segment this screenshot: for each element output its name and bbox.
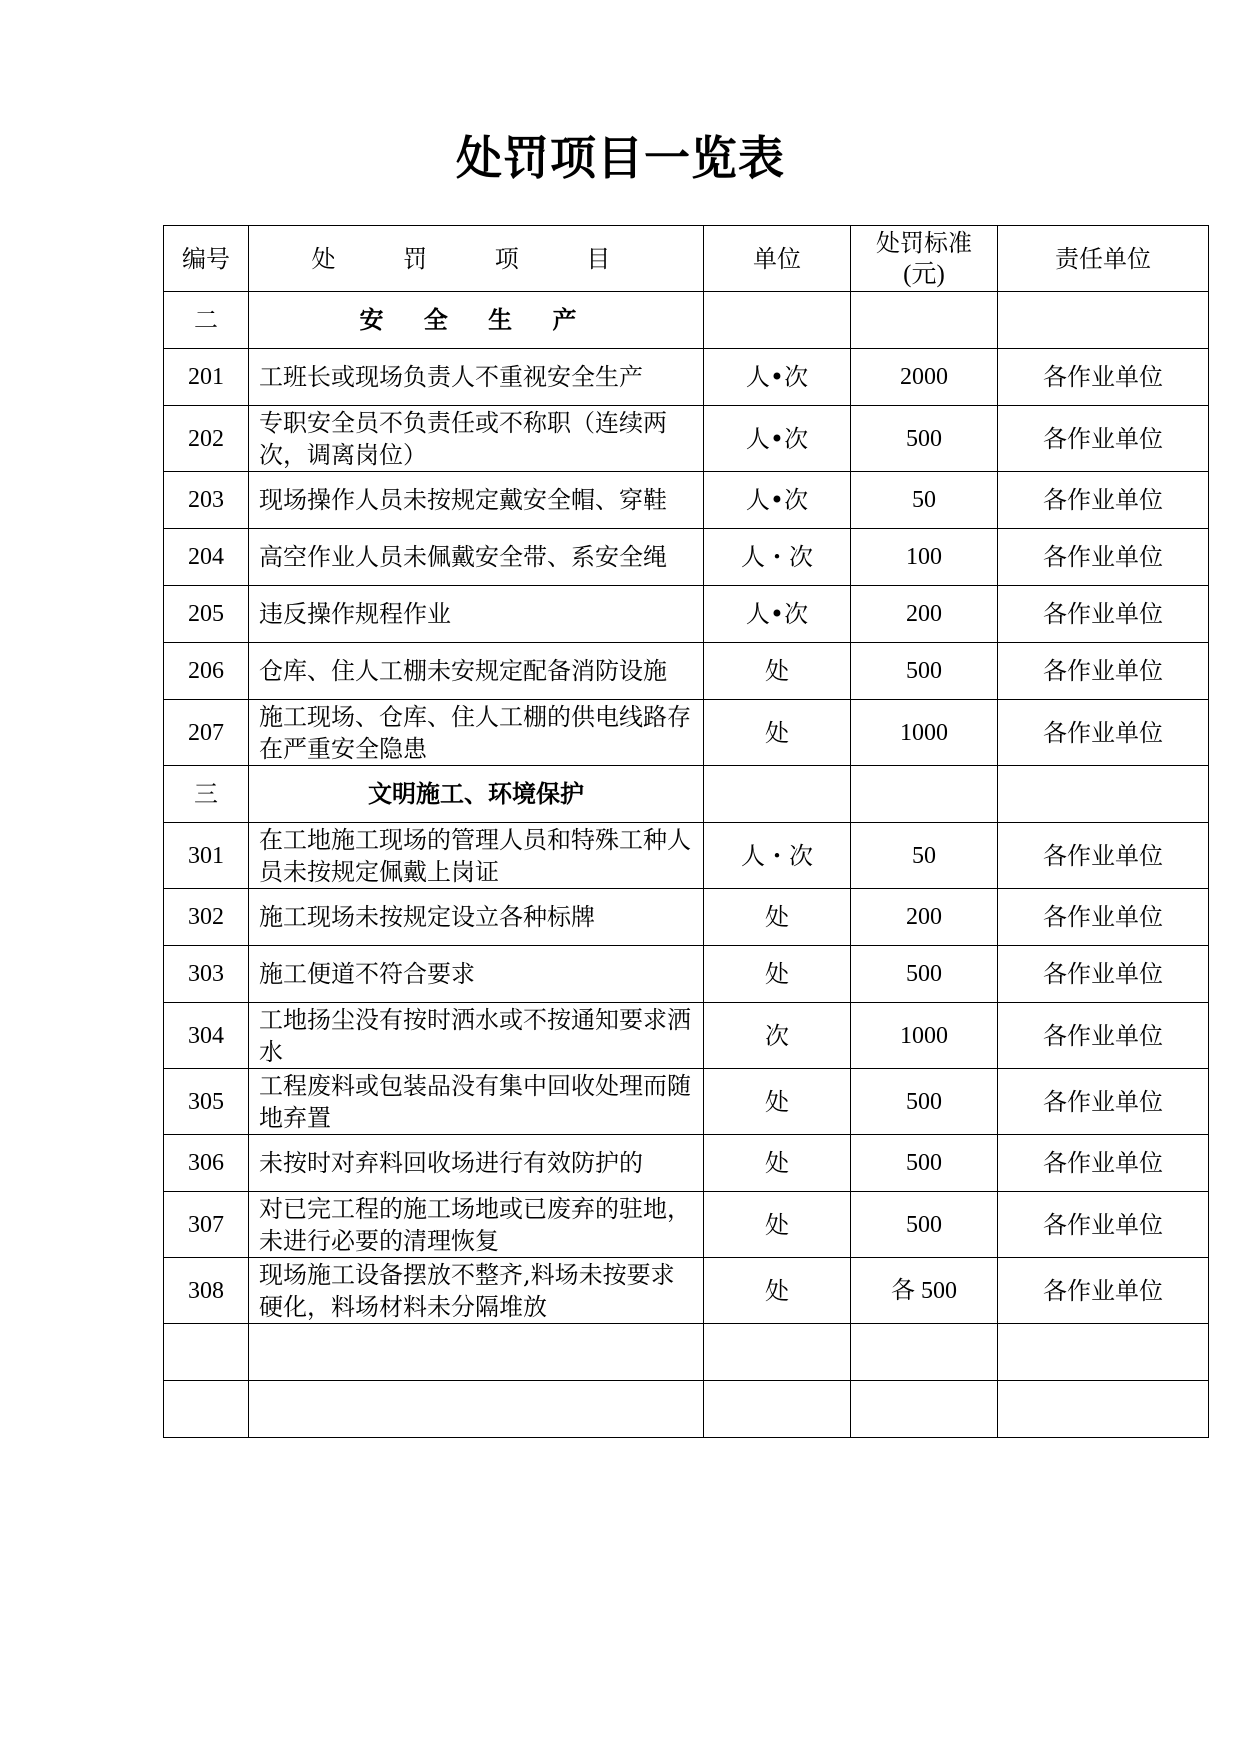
row-standard: 200: [851, 586, 998, 643]
row-standard: 200: [851, 889, 998, 946]
empty-cell: [704, 292, 851, 349]
table-row: [164, 889, 1209, 946]
table-row: [164, 700, 1209, 766]
row-standard: 2000: [851, 349, 998, 406]
row-responsible: 各作业单位: [998, 1135, 1209, 1192]
row-standard: 500: [851, 1069, 998, 1135]
row-number: 202: [164, 406, 249, 472]
penalty-table: [163, 225, 1209, 1438]
row-item: 现场操作人员未按规定戴安全帽、穿鞋: [249, 472, 704, 529]
row-unit: 人•次: [704, 406, 851, 472]
row-standard: 500: [851, 946, 998, 1003]
section-row-safety: [164, 292, 1209, 349]
row-unit: 人•次: [704, 349, 851, 406]
page-title: 处罚项目一览表: [456, 131, 785, 185]
table-row: [164, 1003, 1209, 1069]
empty-cell: [998, 292, 1209, 349]
row-unit: 人・次: [704, 823, 851, 889]
row-number: 308: [164, 1258, 249, 1324]
row-standard: 各 500: [851, 1258, 998, 1324]
empty-cell: [851, 1381, 998, 1438]
table-row: [164, 586, 1209, 643]
empty-cell: [998, 1324, 1209, 1381]
empty-cell: [998, 766, 1209, 823]
row-item: 高空作业人员未佩戴安全带、系安全绳: [249, 529, 704, 586]
empty-cell: [851, 1324, 998, 1381]
row-standard: 500: [851, 1192, 998, 1258]
row-item: 施工现场、仓库、住人工棚的供电线路存在严重安全隐患: [249, 700, 704, 766]
row-standard: 500: [851, 643, 998, 700]
row-unit: 人•次: [704, 472, 851, 529]
row-responsible: 各作业单位: [998, 700, 1209, 766]
row-unit: 人•次: [704, 586, 851, 643]
row-item: 施工便道不符合要求: [249, 946, 704, 1003]
row-number: 303: [164, 946, 249, 1003]
row-standard: 50: [851, 823, 998, 889]
row-number: 201: [164, 349, 249, 406]
row-responsible: 各作业单位: [998, 889, 1209, 946]
row-number: 307: [164, 1192, 249, 1258]
empty-cell: [998, 1381, 1209, 1438]
row-unit: 处: [704, 1192, 851, 1258]
row-unit: 处: [704, 643, 851, 700]
header-unit: 单位: [704, 226, 851, 292]
empty-cell: [704, 1324, 851, 1381]
row-number: 306: [164, 1135, 249, 1192]
table-row: [164, 1192, 1209, 1258]
row-responsible: 各作业单位: [998, 1192, 1209, 1258]
row-standard: 500: [851, 406, 998, 472]
row-standard: 100: [851, 529, 998, 586]
section-title: 安 全 生 产: [249, 292, 704, 349]
section-title: 文明施工、环境保护: [249, 766, 704, 823]
row-responsible: 各作业单位: [998, 946, 1209, 1003]
row-responsible: 各作业单位: [998, 529, 1209, 586]
row-item: 在工地施工现场的管理人员和特殊工种人员未按规定佩戴上岗证: [249, 823, 704, 889]
row-unit: 处: [704, 1069, 851, 1135]
row-responsible: 各作业单位: [998, 1069, 1209, 1135]
row-unit: 处: [704, 946, 851, 1003]
table-row: [164, 946, 1209, 1003]
row-responsible: 各作业单位: [998, 1258, 1209, 1324]
row-unit: 处: [704, 1258, 851, 1324]
row-responsible: 各作业单位: [998, 406, 1209, 472]
row-responsible: 各作业单位: [998, 586, 1209, 643]
row-standard: 1000: [851, 1003, 998, 1069]
empty-cell: [164, 1381, 249, 1438]
row-number: 203: [164, 472, 249, 529]
empty-cell: [249, 1381, 704, 1438]
table-row: [164, 406, 1209, 472]
section-number: 三: [164, 766, 249, 823]
table-row: [164, 823, 1209, 889]
row-item: 专职安全员不负责任或不称职（连续两次，调离岗位）: [249, 406, 704, 472]
row-responsible: 各作业单位: [998, 472, 1209, 529]
row-number: 301: [164, 823, 249, 889]
row-item: 未按时对弃料回收场进行有效防护的: [249, 1135, 704, 1192]
section-row-civil: [164, 766, 1209, 823]
row-item: 施工现场未按规定设立各种标牌: [249, 889, 704, 946]
header-standard-line2: (元): [903, 260, 945, 288]
header-number: 编号: [164, 226, 249, 292]
row-number: 302: [164, 889, 249, 946]
row-number: 207: [164, 700, 249, 766]
row-unit: 处: [704, 1135, 851, 1192]
row-unit: 人・次: [704, 529, 851, 586]
row-number: 304: [164, 1003, 249, 1069]
row-unit: 处: [704, 700, 851, 766]
section-number: 二: [164, 292, 249, 349]
row-unit: 次: [704, 1003, 851, 1069]
row-unit: 处: [704, 889, 851, 946]
row-number: 205: [164, 586, 249, 643]
row-responsible: 各作业单位: [998, 1003, 1209, 1069]
row-responsible: 各作业单位: [998, 349, 1209, 406]
row-responsible: 各作业单位: [998, 823, 1209, 889]
empty-row: [164, 1324, 1209, 1381]
table-row: [164, 529, 1209, 586]
table-row: [164, 349, 1209, 406]
table-row: [164, 1135, 1209, 1192]
empty-cell: [851, 292, 998, 349]
row-item: 违反操作规程作业: [249, 586, 704, 643]
row-number: 204: [164, 529, 249, 586]
row-item: 工班长或现场负责人不重视安全生产: [249, 349, 704, 406]
empty-row: [164, 1381, 1209, 1438]
header-item: 处 罚 项 目: [249, 226, 704, 292]
table-row: [164, 1258, 1209, 1324]
row-standard: 50: [851, 472, 998, 529]
row-number: 206: [164, 643, 249, 700]
row-item: 对已完工程的施工场地或已废弃的驻地，未进行必要的清理恢复: [249, 1192, 704, 1258]
row-responsible: 各作业单位: [998, 643, 1209, 700]
row-standard: 500: [851, 1135, 998, 1192]
row-item: 现场施工设备摆放不整齐,料场未按要求硬化，料场材料未分隔堆放: [249, 1258, 704, 1324]
table-header-row: [164, 226, 1209, 292]
empty-cell: [704, 766, 851, 823]
table-row: [164, 643, 1209, 700]
empty-cell: [249, 1324, 704, 1381]
empty-cell: [704, 1381, 851, 1438]
row-item: 仓库、住人工棚未安规定配备消防设施: [249, 643, 704, 700]
row-item: 工地扬尘没有按时洒水或不按通知要求洒水: [249, 1003, 704, 1069]
header-standard-line1: 处罚标准: [876, 228, 972, 257]
empty-cell: [851, 766, 998, 823]
row-number: 305: [164, 1069, 249, 1135]
row-standard: 1000: [851, 700, 998, 766]
table-row: [164, 472, 1209, 529]
row-item: 工程废料或包装品没有集中回收处理而随地弃置: [249, 1069, 704, 1135]
header-standard: [851, 226, 998, 292]
empty-cell: [164, 1324, 249, 1381]
table-row: [164, 1069, 1209, 1135]
header-responsible: 责任单位: [998, 226, 1209, 292]
